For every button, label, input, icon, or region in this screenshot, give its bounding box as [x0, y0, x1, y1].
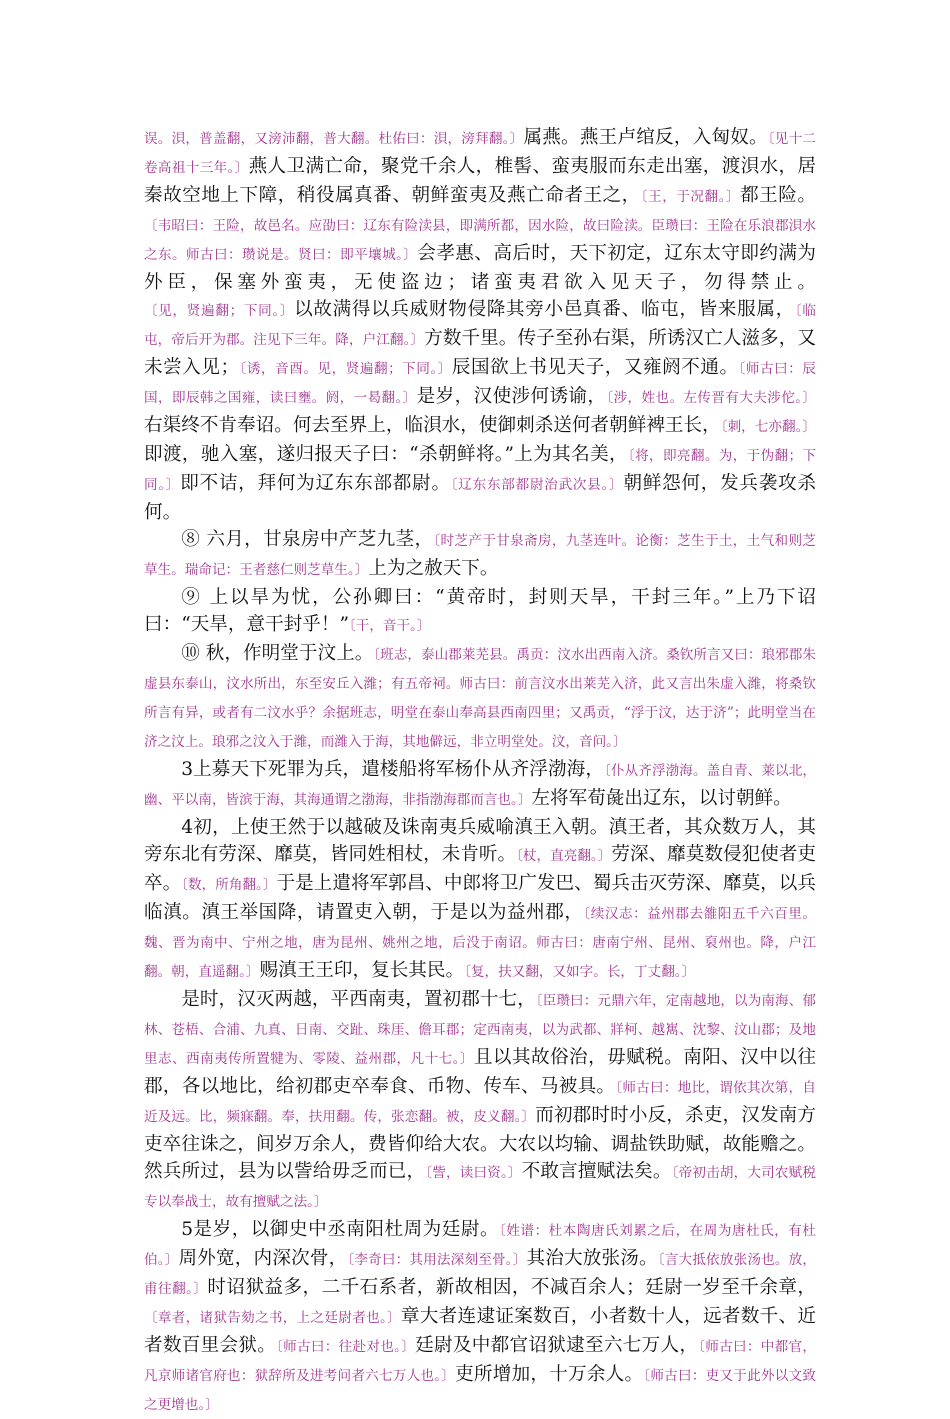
commentary-note: 〔师古曰：往赴对也。〕: [276, 1339, 416, 1355]
commentary-note: 〔将，即亮翻。为，于伪翻；下同。〕: [144, 448, 817, 493]
main-text: 章大者连逮证案数百，小者数十人，远者数千、近者数百里会狱。: [144, 1306, 816, 1356]
commentary-note: 〔王，于况翻。〕: [640, 189, 741, 205]
main-text: 即渡，驰入塞，遂归报天子曰：“杀朝鲜将。”上为其名美，: [144, 444, 628, 465]
main-text: 廷尉及中都官诏狱逮至六七万人，: [415, 1335, 699, 1356]
main-text: 而初郡时时小反，杀吏，汉发南方吏卒往诛之，间岁万余人，费皆仰给大农。大农以均输、调盐铁助赋，故能赡之。然兵所过，县为以訾给毋乏而已，: [144, 1105, 816, 1182]
commentary-note: 〔刺，七亦翻。〕: [720, 419, 816, 435]
main-text: 于是上遣将军郭昌、中郎将卫广发巴、蜀兵击灭劳深、靡莫，以兵临滇。滇王举国降，请置吏入朝，于是以为益州郡，: [144, 873, 816, 923]
commentary-note: 〔临屯，帝后开为郡。注见下三年。降，户江翻。〕: [144, 303, 816, 348]
paragraph: [144, 986, 816, 1216]
main-text: 都王险。: [740, 185, 816, 206]
main-text: 即不诘，拜何为辽东东部都尉。: [180, 473, 451, 494]
commentary-note: 〔师古曰：辰国，即辰韩之国雍，读曰壅。阏，一曷翻。〕: [144, 361, 816, 406]
main-text: 且以其故俗治，毋赋税。南阳、汉中以往郡，各以地比，给初郡吏卒奉食、币物、传车、马被具。: [144, 1047, 816, 1097]
commentary-note: 〔仆从齐浮渤海。盖自青、莱以北，幽、平以南，皆滨于海，其海通谓之渤海，非指渤海郡而言也。〕: [144, 763, 816, 808]
main-text: ⑨ 上以旱为忧，公孙卿曰：“黄帝时，封则天旱，干封三年。”上乃下诏曰：“天旱，意干封乎！”: [144, 587, 816, 635]
paragraph: [144, 526, 816, 584]
main-text: 以故满得以兵威财物侵降其旁小邑真番、临屯，皆来服属，: [294, 299, 795, 320]
commentary-note: 〔见十二卷高祖十三年。〕: [144, 131, 816, 176]
main-text: 是岁，汉使涉何诱谕，: [416, 386, 607, 407]
commentary-note: 〔章者，诸狱告劾之书，上之廷尉者也。〕: [144, 1310, 401, 1326]
commentary-note: 〔班志，泰山郡莱芜县。禹贡：汶水出西南入济。桑钦所言又曰：琅邪郡朱虚县东泰山，汶水所出，东至安丘入潍；有五帝祠。师古曰：前言汶水出莱芜入济，此又言出朱虚入潍，将桑钦所言有异，或者有二汶水乎？余据班志，明堂在泰山奉高县西南四里；又禹贡，“浮于汶，达于济”；此明堂当在济之汶上。琅邪之汶入于潍，而潍入于海，其地僻远，非立明堂处。汶，音问。〕: [144, 647, 816, 750]
commentary-note: 〔辽东东部都尉治武次县。〕: [450, 477, 624, 493]
main-text: ⑩ 秋，作明堂于汶上。: [181, 643, 374, 664]
main-text: 上为之赦天下。: [368, 558, 499, 579]
document-page: [144, 124, 816, 1419]
commentary-note: 〔见，贤遍翻；下同。〕: [144, 303, 295, 319]
commentary-note: 〔数，所角翻。〕: [181, 877, 277, 893]
main-text: 辰国欲上书见天子，又雍阏不通。: [451, 357, 739, 378]
main-text: 会孝惠、高后时，天下初定，辽东太守即约满为外臣，保塞外蛮夷，无使盗边；诸蛮夷君欲入见天子，勿得禁止。: [144, 243, 816, 293]
commentary-note: 〔复，扶又翻，又如字。长，丁丈翻。〕: [464, 964, 696, 980]
commentary-note: 〔诱，音酉。见，贤遍翻；下同。〕: [239, 361, 452, 377]
commentary-note: 〔干，音干。〕: [348, 618, 431, 634]
main-text: 右渠终不肯奉诏。何去至界上，临浿水，使御刺杀送何者朝鲜裨王长，: [144, 415, 721, 436]
main-text: 时诏狱益多，二千石系者，新故相因，不减百余人；廷尉一岁至千余章，: [207, 1277, 816, 1298]
commentary-note: 〔师古曰：中都官，凡京师诸官府也：狱辞所及进考问者六七万人也。〕: [144, 1339, 816, 1384]
main-text: 赐滇王王印，复长其民。: [259, 960, 465, 981]
main-text: 方数千里。传子至孙右渠，所诱汉亡人滋多，又未尝入见；: [144, 328, 816, 378]
paragraph: [144, 814, 816, 986]
commentary-note: 误。浿，普盖翻，又滂沛翻，普大翻。杜佑曰：浿，滂拜翻。〕: [144, 131, 524, 147]
main-text: 3上募天下死罪为兵，遣楼船将军杨仆从齐浮渤海，: [181, 759, 605, 780]
commentary-note: 〔时芝产于甘泉斋房，九茎连叶。论衡：芝生于土，土气和则芝草生。瑞命记：王者慈仁则芝草生。〕: [144, 533, 816, 578]
main-text: 燕人卫满亡命，聚党千余人，椎髻、蛮夷服而东走出塞，渡浿水，居秦故空地上下障，稍役属真番、朝鲜蛮夷及燕亡命者王之，: [144, 156, 816, 206]
commentary-note: 〔言大抵依放张汤也。放，甫往翻。〕: [144, 1252, 816, 1297]
commentary-note: 〔杖，直亮翻。〕: [516, 848, 612, 864]
main-text: 周外宽，内深次骨，: [178, 1248, 348, 1269]
main-text: 朝鲜怨何，发兵袭攻杀何。: [144, 473, 816, 523]
paragraph: [144, 584, 816, 640]
paragraph: [144, 640, 816, 756]
main-text: 是时，汉灭两越，平西南夷，置初郡十七，: [181, 989, 536, 1010]
commentary-note: 〔姓谱：杜本陶唐氏刘累之后，在周为唐杜氏，有杜伯。〕: [144, 1223, 816, 1268]
commentary-note: 〔续汉志：益州郡去雒阳五千六百里。魏、晋为南中、宁州之地，唐为昆州、姚州之地，后没于南诏。师古曰：唐南宁州、昆州、裒州也。降，户江翻。朝，直遥翻。〕: [144, 906, 816, 980]
main-text: 劳深、靡莫数侵犯使者吏卒。: [144, 844, 816, 894]
main-text: 属燕。燕王卢绾反，入匈奴。: [523, 127, 768, 148]
main-text: 吏所增加，十万余人。: [455, 1364, 644, 1385]
main-text: 5是岁，以御史中丞南阳杜周为廷尉。: [181, 1219, 500, 1240]
paragraph: [144, 1216, 816, 1419]
main-text: 4初，上使王然于以越破及诛南夷兵威喻滇王入朝。滇王者，其众数万人，其旁东北有劳深、靡莫，皆同姓相杖，未肯听。: [144, 817, 816, 865]
commentary-note: 〔訾，读曰资。〕: [425, 1165, 522, 1181]
main-text: ⑧ 六月，甘泉房中产芝九茎，: [181, 529, 434, 550]
main-text: 不敢言擅赋法矣。: [521, 1161, 672, 1182]
commentary-note: 〔李奇曰：其用法深刻至骨。〕: [347, 1252, 527, 1268]
main-text: 左将军荀彘出辽东，以讨朝鲜。: [531, 788, 792, 809]
commentary-note: 〔帝初击胡，大司农赋税专以奉战士，故有擅赋之法。〕: [144, 1165, 816, 1210]
commentary-note: 〔涉，姓也。左传晋有大夫涉佗。〕: [606, 390, 816, 406]
main-text: 其治大放张汤。: [526, 1248, 658, 1269]
commentary-note: 〔臣瓒曰：元鼎六年，定南越地，以为南海、郁林、苍梧、合浦、九真、日南、交趾、珠厓、儋耳郡；定西南夷，以为武都、牂柯、越嶲、沈黎、汶山郡；及地里志、西南夷传所置犍为、零陵、益州郡，凡十七。〕: [144, 993, 816, 1067]
commentary-note: 〔韦昭曰：王险，故邑名。应劭曰：辽东有险渎县，即满所都，因水险，故曰险渎。臣瓒曰：王险在乐浪郡浿水之东。师古曰：瓒说是。贤曰：即平壤城。〕: [144, 218, 816, 263]
commentary-note: 〔师古曰：地比，谓依其次第，自近及远。比，频寐翻。奉，扶用翻。传，张恋翻。被，皮义翻。〕: [144, 1080, 816, 1125]
paragraph: [144, 756, 816, 814]
commentary-note: 〔师古曰：吏又于此外以文致之更增也。〕: [144, 1368, 816, 1413]
paragraph: [144, 124, 816, 526]
